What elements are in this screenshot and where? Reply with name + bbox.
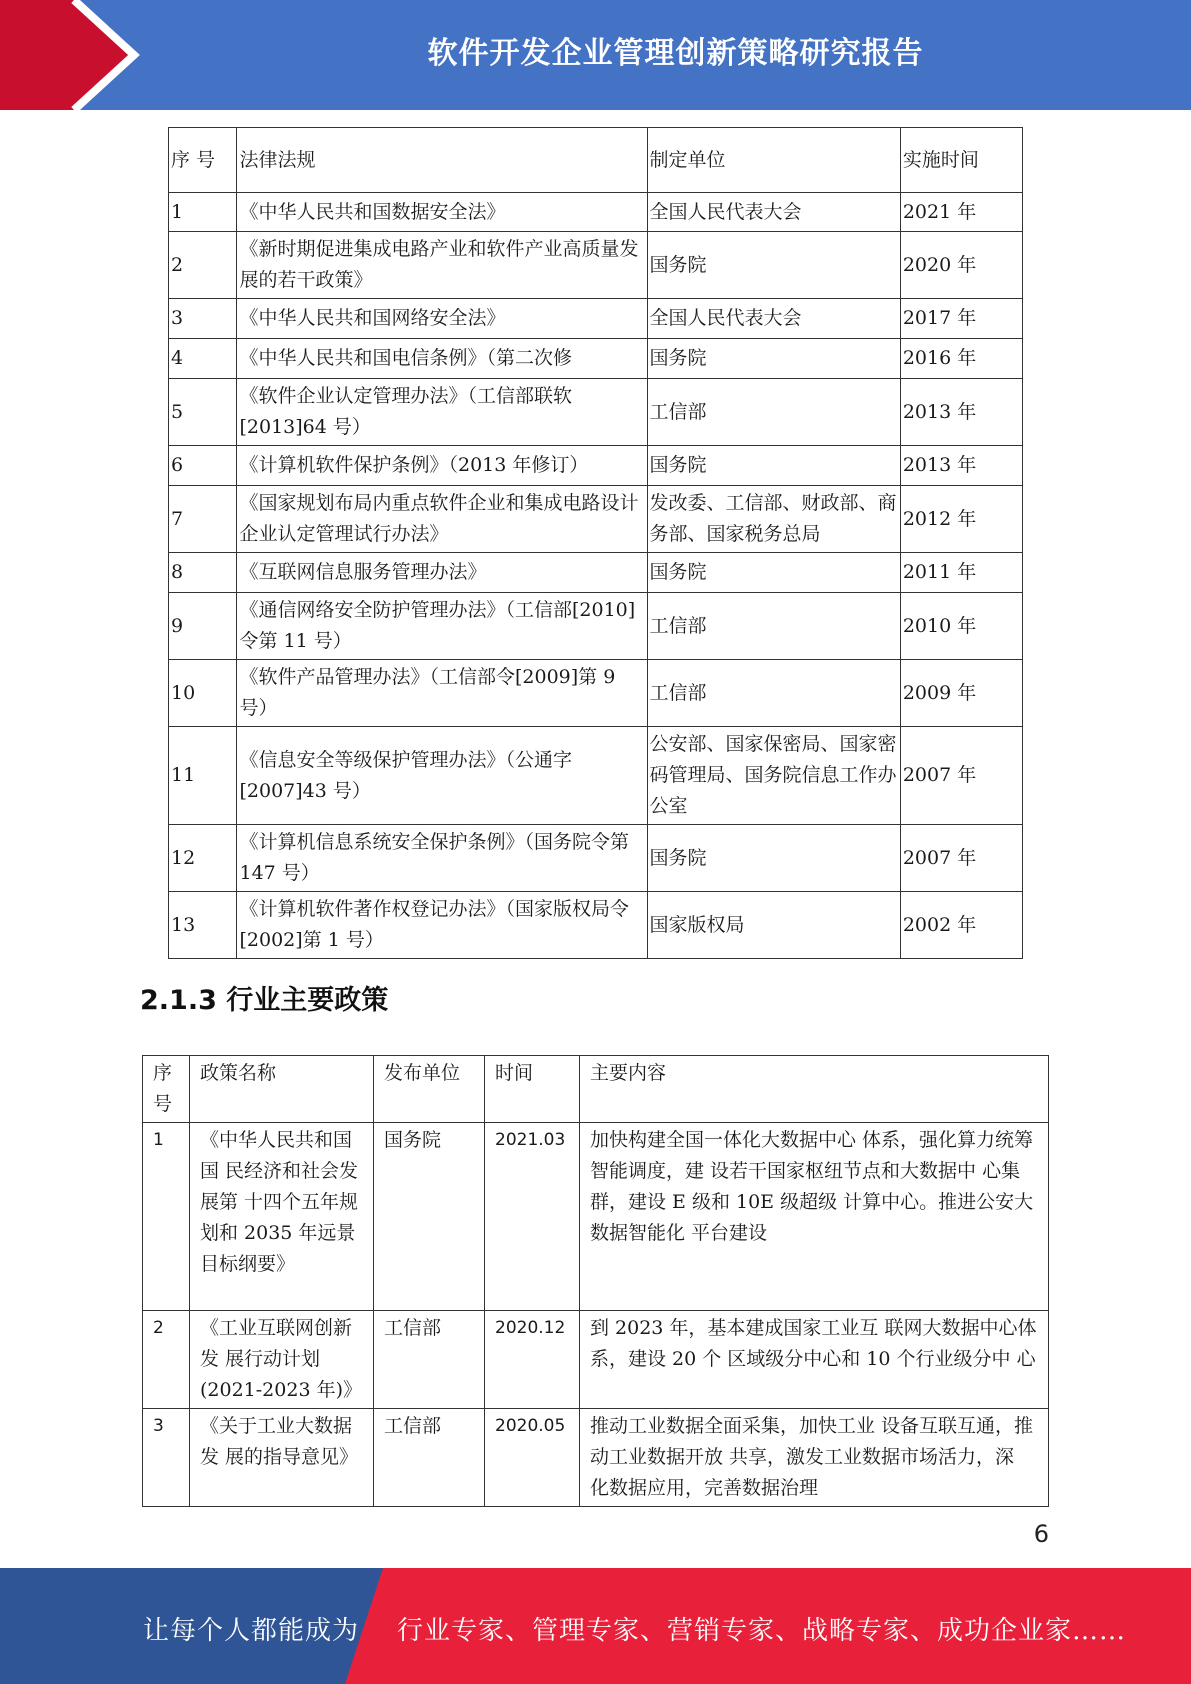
- cell-law: 《国家规划布局内重点软件企业和集成电路设计企业认定管理试行办法》: [237, 486, 647, 553]
- cell-seq: 12: [169, 825, 237, 892]
- cell-time: 2011 年: [900, 553, 1022, 593]
- cell-seq: 8: [169, 553, 237, 593]
- footer-slogan-right: 行业专家、管理专家、营销专家、战略专家、成功企业家……: [397, 1616, 1127, 1646]
- cell-law: 《软件产品管理办法》（工信部令[2009]第 9 号）: [237, 660, 647, 727]
- cell-law: 《中华人民共和国网络安全法》: [237, 299, 647, 339]
- cell-unit: 公安部、国家保密局、国家密码管理局、国务院信息工作办公室: [647, 727, 900, 825]
- cell-time: 2016 年: [900, 339, 1022, 379]
- cell-seq: 9: [169, 593, 237, 660]
- table-row: [143, 1123, 1049, 1311]
- cell-issuer: 工信部: [374, 1409, 485, 1507]
- table-row: [169, 553, 1023, 593]
- cell-time: 2007 年: [900, 727, 1022, 825]
- header-arrow-decoration: [0, 0, 150, 110]
- cell-time: 2017 年: [900, 299, 1022, 339]
- page-footer: [0, 1568, 1191, 1684]
- cell-law: 《计算机软件保护条例》（2013 年修订）: [237, 446, 647, 486]
- cell-unit: 工信部: [647, 660, 900, 727]
- table-row: [143, 1311, 1049, 1409]
- table-row: [169, 339, 1023, 379]
- page-header: [0, 0, 1191, 110]
- cell-seq: 7: [169, 486, 237, 553]
- cell-unit: 国务院: [647, 232, 900, 299]
- cell-policy-name: 《关于工业大数据发 展的指导意见》: [190, 1409, 374, 1507]
- cell-seq: 3: [143, 1409, 190, 1507]
- cell-law: 《软件企业认定管理办法》（工信部联软[2013]64 号）: [237, 379, 647, 446]
- cell-seq: 10: [169, 660, 237, 727]
- cell-time: 2020.12: [485, 1311, 580, 1409]
- header-cell-issuer: 发布单位: [374, 1056, 485, 1123]
- table-row: [169, 727, 1023, 825]
- cell-law: 《计算机信息系统安全保护条例》（国务院令第 147 号）: [237, 825, 647, 892]
- cell-seq: 13: [169, 892, 237, 959]
- cell-time: 2010 年: [900, 593, 1022, 660]
- cell-seq: 4: [169, 339, 237, 379]
- cell-time: 2013 年: [900, 446, 1022, 486]
- cell-seq: 1: [143, 1123, 190, 1311]
- cell-law: 《新时期促进集成电路产业和软件产业高质量发展的若干政策》: [237, 232, 647, 299]
- table-row: [143, 1409, 1049, 1507]
- cell-content: 到 2023 年，基本建成国家工业互 联网大数据中心体系，建设 20 个 区域级分中心和 10 个行业级分中 心: [580, 1311, 1049, 1409]
- footer-slogan-left: 让每个人都能成为: [143, 1616, 360, 1646]
- cell-policy-name: 《工业互联网创新发 展行动计划(2021-2023 年)》: [190, 1311, 374, 1409]
- cell-unit: 工信部: [647, 379, 900, 446]
- cell-unit: 国务院: [647, 825, 900, 892]
- cell-content: 加快构建全国一体化大数据中心 体系，强化算力统筹智能调度，建 设若干国家枢纽节点和大数据中 心集群，建设 E 级和 10E 级超级 计算中心。推进公安大数据智能化 平台建设: [580, 1123, 1049, 1311]
- table-header-row: [143, 1056, 1049, 1123]
- table-row: [169, 825, 1023, 892]
- table-row: [169, 299, 1023, 339]
- cell-unit: 全国人民代表大会: [647, 193, 900, 232]
- header-cell-seq: 序号: [143, 1056, 190, 1123]
- cell-law: 《计算机软件著作权登记办法》（国家版权局令[2002]第 1 号）: [237, 892, 647, 959]
- table-row: [169, 379, 1023, 446]
- cell-law: 《通信网络安全防护管理办法》（工信部[2010]令第 11 号）: [237, 593, 647, 660]
- report-title: 软件开发企业管理创新策略研究报告: [427, 36, 924, 71]
- table-row: [169, 232, 1023, 299]
- table-row: [169, 660, 1023, 727]
- cell-issuer: 国务院: [374, 1123, 485, 1311]
- cell-seq: 2: [169, 232, 237, 299]
- cell-seq: 3: [169, 299, 237, 339]
- cell-time: 2021 年: [900, 193, 1022, 232]
- cell-unit: 发改委、工信部、财政部、商务部、国家税务总局: [647, 486, 900, 553]
- header-cell-seq: 序 号: [169, 128, 237, 193]
- cell-unit: 全国人民代表大会: [647, 299, 900, 339]
- table-row: [169, 593, 1023, 660]
- cell-seq: 6: [169, 446, 237, 486]
- cell-policy-name: 《中华人民共和国国 民经济和社会发展第 十四个五年规划和 2035 年远景目标纲要》: [190, 1123, 374, 1311]
- cell-unit: 国务院: [647, 553, 900, 593]
- cell-content: 推动工业数据全面采集，加快工业 设备互联互通，推动工业数据开放 共享，激发工业数据市场活力，深 化数据应用，完善数据治理: [580, 1409, 1049, 1507]
- cell-law: 《互联网信息服务管理办法》: [237, 553, 647, 593]
- cell-issuer: 工信部: [374, 1311, 485, 1409]
- cell-seq: 11: [169, 727, 237, 825]
- cell-time: 2007 年: [900, 825, 1022, 892]
- table-row: [169, 486, 1023, 553]
- cell-seq: 5: [169, 379, 237, 446]
- cell-time: 2013 年: [900, 379, 1022, 446]
- header-cell-time: 实施时间: [900, 128, 1022, 193]
- cell-time: 2021.03: [485, 1123, 580, 1311]
- header-cell-unit: 制定单位: [647, 128, 900, 193]
- cell-time: 2020 年: [900, 232, 1022, 299]
- page-number: 6: [1033, 1520, 1049, 1548]
- table-row: [169, 193, 1023, 232]
- cell-law: 《信息安全等级保护管理办法》（公通字[2007]43 号）: [237, 727, 647, 825]
- cell-time: 2002 年: [900, 892, 1022, 959]
- table-row: [169, 446, 1023, 486]
- industry-policy-table: [142, 1055, 1049, 1507]
- cell-seq: 1: [169, 193, 237, 232]
- laws-regulations-table: [168, 127, 1023, 959]
- section-heading: 2.1.3 行业主要政策: [140, 985, 389, 1016]
- cell-seq: 2: [143, 1311, 190, 1409]
- cell-time: 2012 年: [900, 486, 1022, 553]
- cell-law: 《中华人民共和国电信条例》（第二次修: [237, 339, 647, 379]
- header-cell-content: 主要内容: [580, 1056, 1049, 1123]
- header-cell-policy-name: 政策名称: [190, 1056, 374, 1123]
- cell-time: 2009 年: [900, 660, 1022, 727]
- cell-unit: 国务院: [647, 339, 900, 379]
- header-cell-time: 时间: [485, 1056, 580, 1123]
- cell-time: 2020.05: [485, 1409, 580, 1507]
- cell-unit: 工信部: [647, 593, 900, 660]
- cell-law: 《中华人民共和国数据安全法》: [237, 193, 647, 232]
- cell-unit: 国家版权局: [647, 892, 900, 959]
- cell-unit: 国务院: [647, 446, 900, 486]
- table-row: [169, 892, 1023, 959]
- table-header-row: [169, 128, 1023, 193]
- header-cell-law: 法律法规: [237, 128, 647, 193]
